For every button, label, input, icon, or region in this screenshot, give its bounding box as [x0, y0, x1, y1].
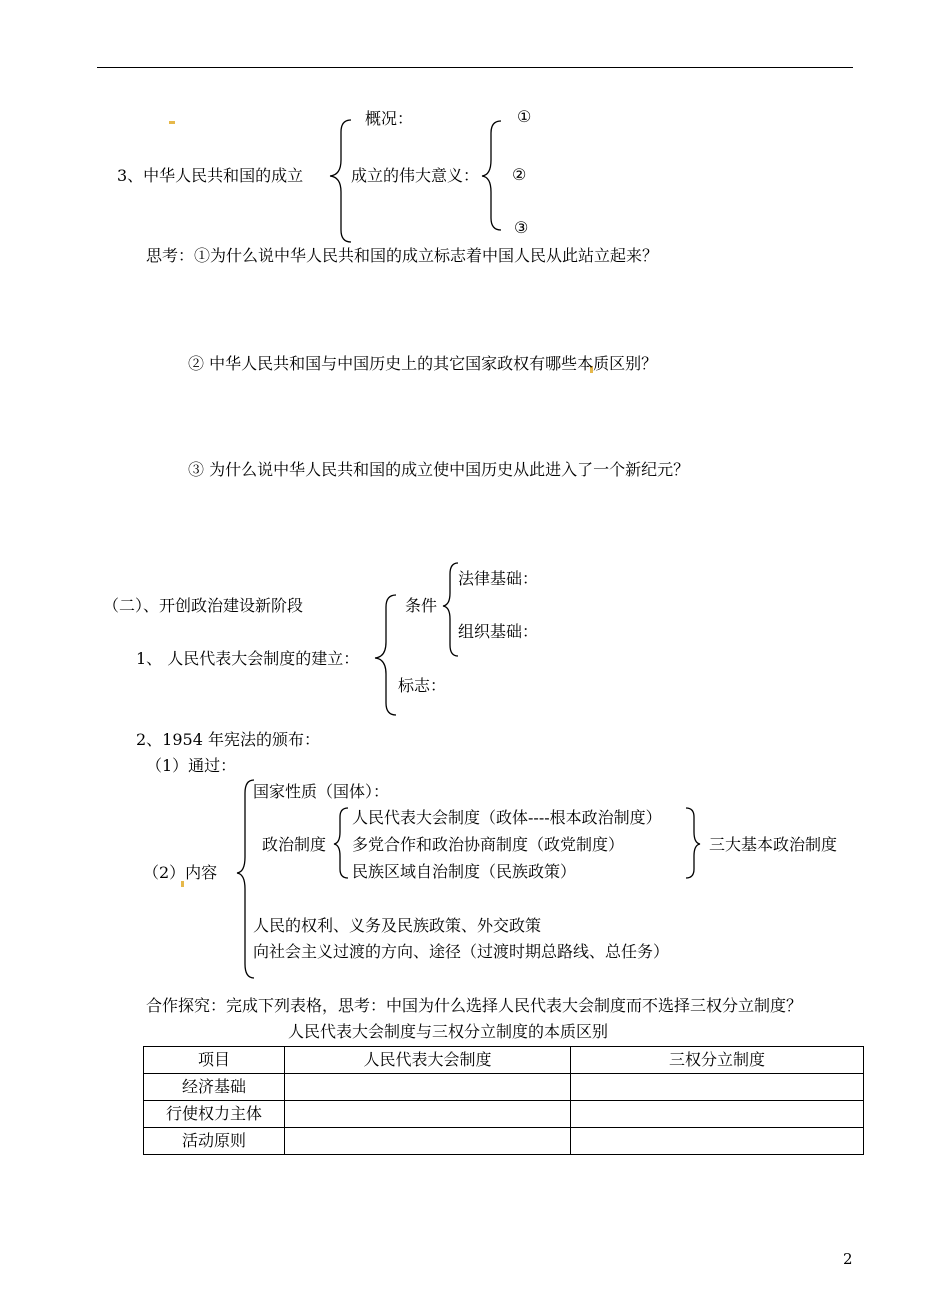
coop-prompt: 合作探究：完成下列表格，思考：中国为什么选择人民代表大会制度而不选择三权分立制度？	[146, 996, 803, 1015]
sign-label: 标志：	[398, 676, 447, 695]
table-row	[144, 1101, 864, 1128]
transition-text: 向社会主义过渡的方向、途径（过渡时期总路线、总任务）	[253, 942, 670, 961]
part2-heading: （二）、开创政治建设新阶段	[103, 596, 304, 615]
brace-founding	[330, 120, 351, 242]
rights-text: 人民的权利、义务及民族政策、外交政策	[253, 916, 542, 935]
think-question-3: ③ 为什么说中华人民共和国的成立使中国历史从此进入了一个新纪元？	[188, 460, 690, 479]
section3-title: 3、中华人民共和国的成立	[117, 166, 304, 185]
item2-title: 2、1954 年宪法的颁布：	[136, 730, 320, 749]
cell-separation[interactable]	[571, 1128, 864, 1155]
table-header-row	[144, 1047, 864, 1074]
highlight-mark	[169, 121, 175, 124]
row-label: 行使权力主体	[144, 1101, 285, 1128]
header-item: 项目	[144, 1047, 285, 1074]
point-2: ②	[512, 165, 527, 184]
header-npc: 人民代表大会制度	[285, 1047, 571, 1074]
cell-npc[interactable]	[285, 1128, 571, 1155]
overview-label: 概况：	[365, 109, 414, 128]
cell-separation[interactable]	[571, 1101, 864, 1128]
think-question-1: 思考：①为什么说中华人民共和国的成立标志着中国人民从此站立起来？	[146, 246, 659, 265]
comparison-table	[143, 1046, 864, 1155]
state-nature: 国家性质（国体）：	[253, 782, 390, 801]
brace-significance	[482, 121, 501, 230]
brace-content	[237, 780, 254, 978]
passed-label: （1）通过：	[146, 756, 237, 775]
point-1: ①	[517, 107, 532, 126]
conditions-label: 条件	[405, 596, 438, 615]
cell-separation[interactable]	[571, 1074, 864, 1101]
think-question-2: ② 中华人民共和国与中国历史上的其它国家政权有哪些本质区别？	[188, 354, 658, 373]
legal-basis-label: 法律基础：	[458, 569, 539, 588]
cell-npc[interactable]	[285, 1074, 571, 1101]
cell-npc[interactable]	[285, 1101, 571, 1128]
row-label: 经济基础	[144, 1074, 285, 1101]
table-title: 人民代表大会制度与三权分立制度的本质区别	[288, 1022, 609, 1041]
header-separation: 三权分立制度	[571, 1047, 864, 1074]
header-rule	[97, 67, 853, 68]
significance-label: 成立的伟大意义：	[351, 166, 480, 185]
table-row	[144, 1074, 864, 1101]
political-system-label: 政治制度	[262, 835, 327, 854]
system-multiparty: 多党合作和政治协商制度（政党制度）	[352, 835, 625, 854]
org-basis-label: 组织基础：	[458, 622, 539, 641]
page-number: 2	[843, 1250, 853, 1268]
table-row	[144, 1128, 864, 1155]
three-basic-label: 三大基本政治制度	[709, 835, 838, 854]
brace-conditions	[443, 563, 458, 656]
brace-npc	[375, 595, 396, 715]
content-label: （2）内容	[143, 863, 218, 882]
system-npc: 人民代表大会制度（政体----根本政治制度）	[352, 808, 662, 827]
point-3: ③	[514, 218, 529, 237]
brace-three-basic	[686, 808, 700, 878]
row-label: 活动原则	[144, 1128, 285, 1155]
brace-political	[334, 808, 348, 878]
system-ethnic-autonomy: 民族区域自治制度（民族政策）	[352, 862, 577, 881]
item1-title: 1、 人民代表大会制度的建立：	[136, 649, 360, 668]
